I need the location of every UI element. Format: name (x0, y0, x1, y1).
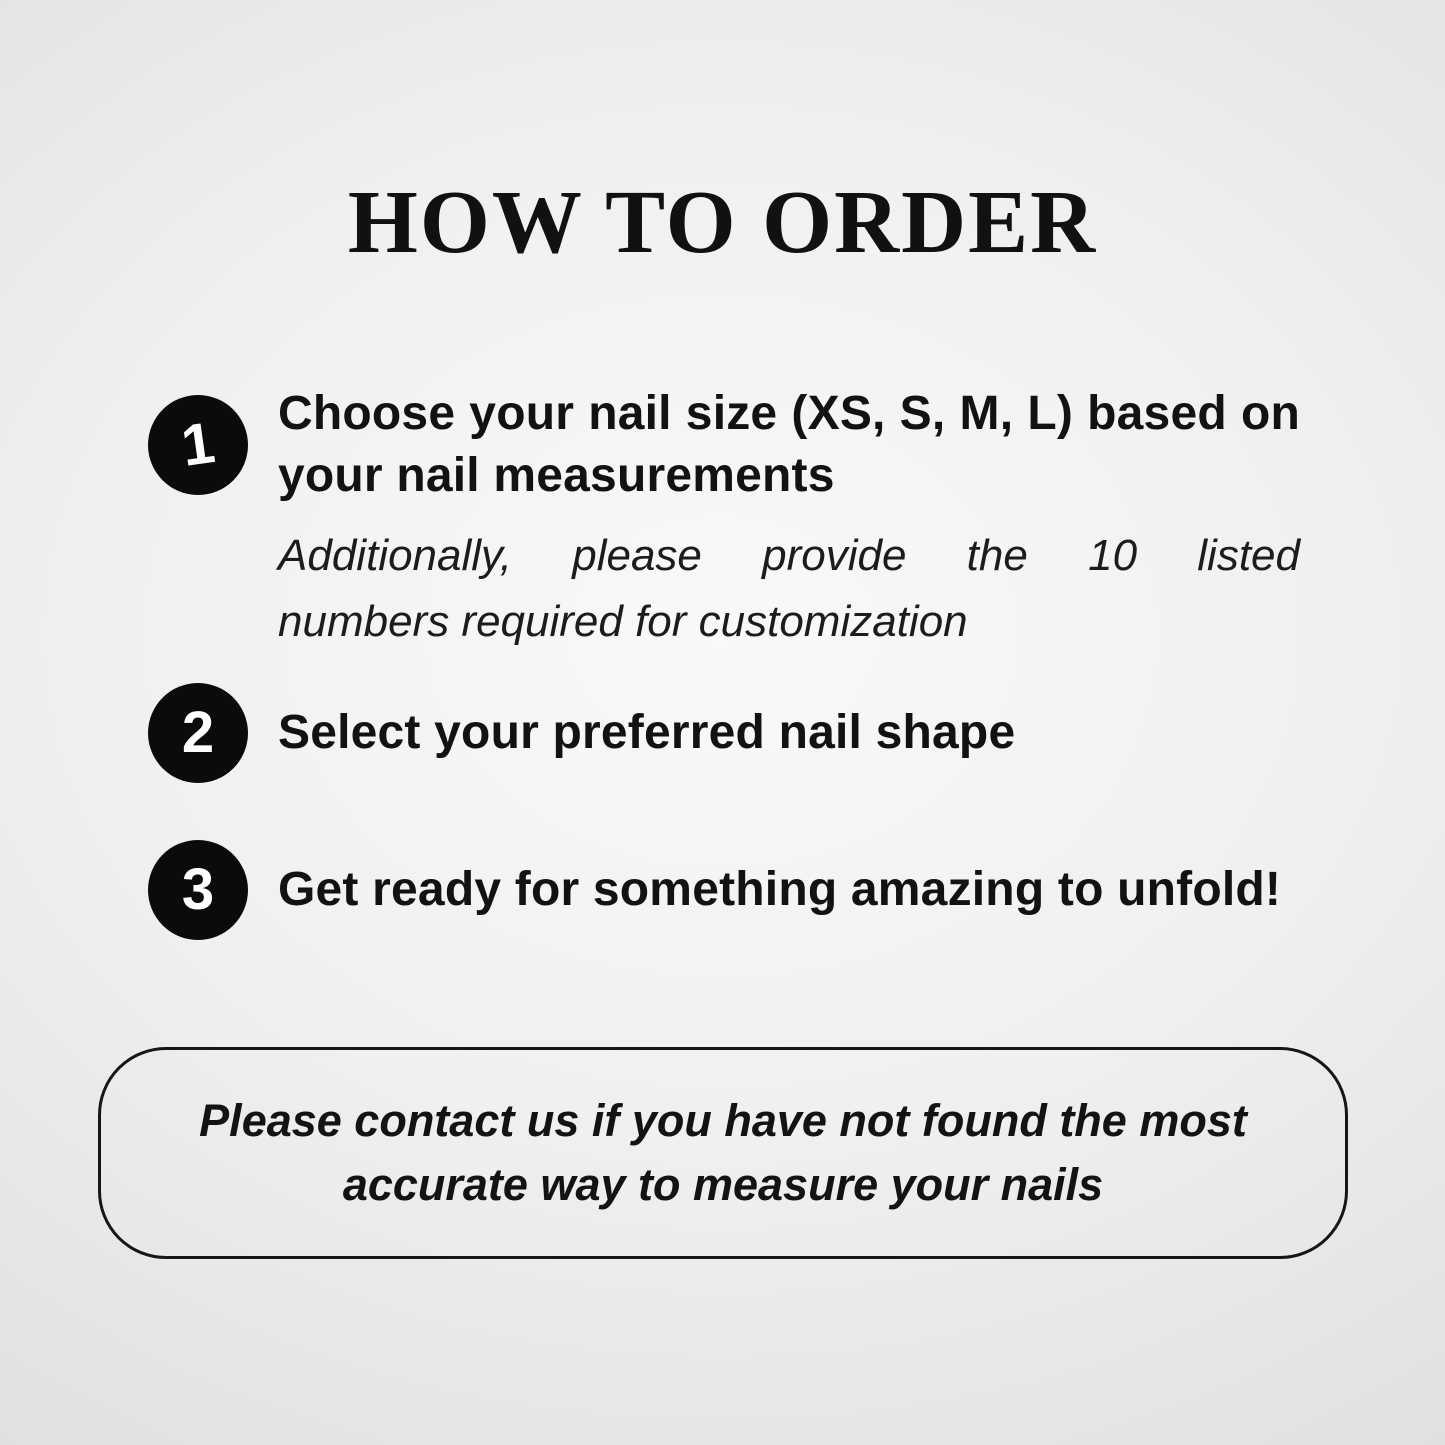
page-title: HOW TO ORDER (347, 173, 1098, 272)
step-item-1 (148, 383, 1300, 655)
step-1-number: 1 (177, 410, 219, 479)
step-1-heading-line-2: your nail measurements (278, 449, 835, 502)
step-2-number-badge (148, 683, 248, 783)
step-3-number-badge (148, 840, 248, 940)
step-3-text-block (278, 859, 1300, 921)
contact-note-box (98, 1047, 1348, 1259)
step-3-number: 3 (181, 857, 215, 922)
step-1-heading-line-1: Choose your nail size (XS, S, M, L) based on (278, 387, 1300, 440)
contact-note-line-2: accurate way to measure your nails (342, 1159, 1104, 1210)
step-3-heading: Get ready for something amazing to unfold! (278, 863, 1282, 916)
step-2-heading: Select your preferred nail shape (278, 706, 1016, 759)
step-2-text-block (278, 702, 1300, 764)
contact-note-line-1: Please contact us if you have not found the most (199, 1095, 1247, 1146)
step-item-2 (148, 683, 1300, 783)
step-2-number: 2 (181, 700, 215, 765)
step-item-3 (148, 840, 1300, 940)
step-1-number-badge (148, 395, 248, 495)
step-1-note-line-2: numbers required for customization (278, 597, 968, 646)
step-1-note-line-1: Additionally, please provide the 10 listed (278, 531, 1300, 580)
step-1-text-block (278, 383, 1300, 655)
